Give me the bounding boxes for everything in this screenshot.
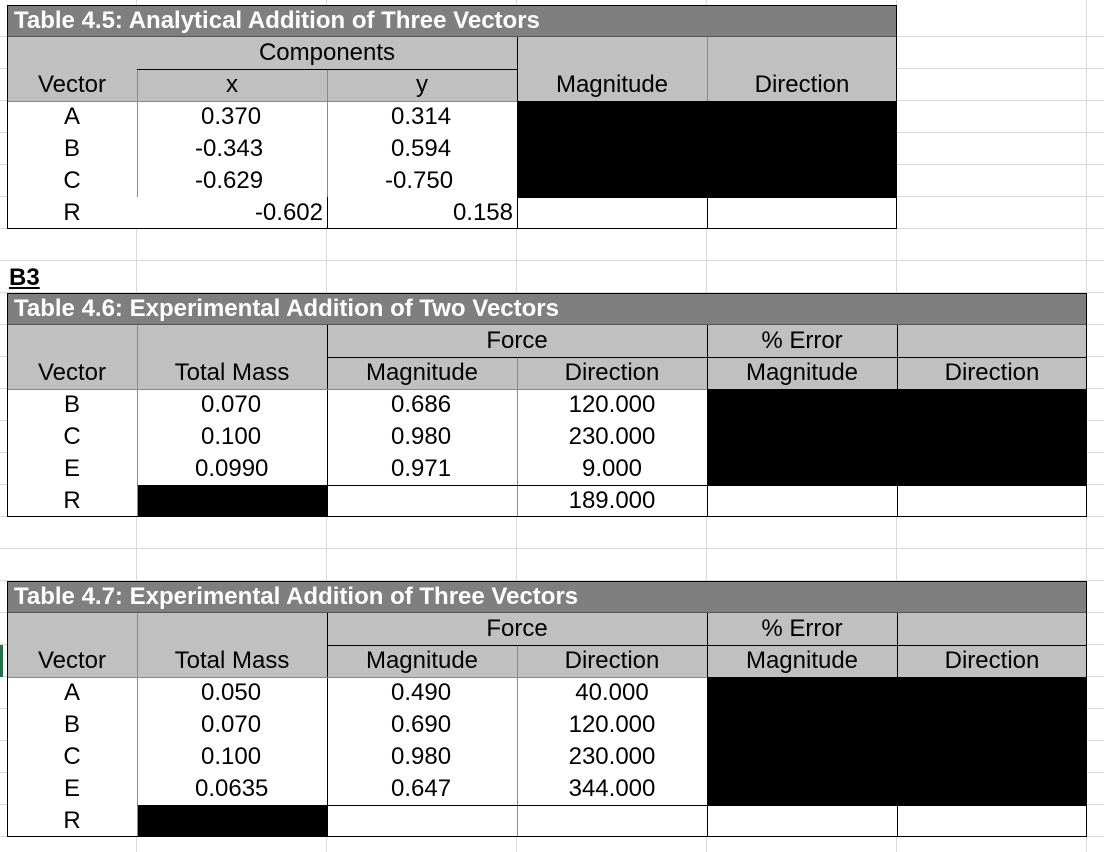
table-4-7-cell-vector[interactable]: R [7,805,137,837]
table-4-5-cell-x[interactable]: 0.370 [137,101,327,133]
table-4-6-cell-mass[interactable]: 0.0990 [137,453,327,485]
table-4-7-cell-magnitude-empty[interactable] [327,805,517,837]
table-4-7-redacted-block [707,677,1087,805]
col-header-force-magnitude[interactable]: Magnitude [365,647,479,674]
table-4-5-cell-x[interactable]: -0.343 [137,133,327,165]
table-4-6-cell-direction[interactable]: 120.000 [517,389,707,421]
table-4-7-title[interactable]: Table 4.7: Experimental Addition of Three Vectors [7,581,1087,613]
table-4-5-cell-y-resultant[interactable]: 0.158 [327,197,517,229]
col-header-error-direction[interactable]: Direction [944,359,1040,386]
table-4-6-cell-direction[interactable]: 9.000 [517,453,707,485]
col-header-total-mass[interactable]: Total Mass [174,647,290,674]
table-4-5-cell-x[interactable]: -0.629 [137,165,327,197]
table-4-7-cell-magnitude[interactable]: 0.980 [327,741,517,773]
table-4-7-cell-direction[interactable]: 40.000 [517,677,707,709]
col-header-error-magnitude[interactable]: Magnitude [745,359,859,386]
table-4-7-cell-vector[interactable]: A [7,677,137,709]
components-header[interactable]: Components [258,39,396,66]
table-4-7-cell-magnitude[interactable]: 0.490 [327,677,517,709]
col-header-y[interactable]: y [416,71,428,98]
table-4-6-cell-mass[interactable]: 0.070 [137,389,327,421]
table-4-7-cell-mass[interactable]: 0.100 [137,741,327,773]
col-header-magnitude[interactable]: Magnitude [555,71,669,98]
table-4-6-title[interactable]: Table 4.6: Experimental Addition of Two Vectors [7,293,1087,325]
table-4-6-cell-vector[interactable]: B [7,389,137,421]
col-header-total-mass[interactable]: Total Mass [174,359,290,386]
col-header-error-magnitude[interactable]: Magnitude [745,647,859,674]
col-header-direction[interactable]: Direction [754,71,850,98]
col-header-vector[interactable]: Vector [37,71,107,98]
error-header[interactable]: % Error [761,327,843,354]
table-4-6-redacted-block [707,389,1087,485]
col-header-force-direction[interactable]: Direction [564,359,660,386]
table-4-7-cell-magnitude[interactable]: 0.647 [327,773,517,805]
table-4-7-cell-mass[interactable]: 0.050 [137,677,327,709]
table-4-6-cell-magnitude[interactable]: 0.980 [327,421,517,453]
table-4-7-cell-direction[interactable]: 230.000 [517,741,707,773]
col-header-vector[interactable]: Vector [37,647,107,674]
table-4-5-redacted-block [517,101,897,197]
force-header[interactable]: Force [486,615,548,642]
table-4-5-cell-vector[interactable]: R [7,197,137,229]
table-4-7-redacted-mass-r [137,805,327,837]
table-4-6-cell-magnitude-empty[interactable] [327,485,517,517]
table-4-7-cell-magnitude[interactable]: 0.690 [327,709,517,741]
col-header-error-direction[interactable]: Direction [944,647,1040,674]
table-4-5-cell-vector[interactable]: B [7,133,137,165]
table-4-6-cell-direction[interactable]: 230.000 [517,421,707,453]
col-header-x[interactable]: x [226,71,238,98]
table-4-7-cell-error-direction-empty[interactable] [897,805,1087,837]
table-4-7-cell-vector[interactable]: E [7,773,137,805]
table-4-5-cell-y[interactable]: 0.314 [327,101,517,133]
table-4-5-cell-x-resultant[interactable]: -0.602 [137,197,327,229]
col-header-vector[interactable]: Vector [37,359,107,386]
col-header-force-direction[interactable]: Direction [564,647,660,674]
table-4-7-cell-vector[interactable]: C [7,741,137,773]
table-4-7-cell-direction[interactable]: 344.000 [517,773,707,805]
force-header[interactable]: Force [486,327,548,354]
table-4-5-cell-y[interactable]: 0.594 [327,133,517,165]
table-4-5-cell-direction-empty[interactable] [707,197,897,229]
table-4-7-cell-error-magnitude-empty[interactable] [707,805,897,837]
table-4-7-cell-mass[interactable]: 0.070 [137,709,327,741]
table-4-5-cell-y[interactable]: -0.750 [327,165,517,197]
table-4-6-redacted-mass-r [137,485,327,517]
cell-label-b3[interactable]: B3 [9,264,40,291]
table-4-6-cell-mass[interactable]: 0.100 [137,421,327,453]
col-header-force-magnitude[interactable]: Magnitude [365,359,479,386]
table-4-6-cell-vector[interactable]: R [7,485,137,517]
table-4-6-cell-magnitude[interactable]: 0.686 [327,389,517,421]
table-4-5-cell-vector[interactable]: A [7,101,137,133]
table-4-6-cell-error-direction-empty[interactable] [897,485,1087,517]
table-4-6-cell-vector[interactable]: C [7,421,137,453]
error-header[interactable]: % Error [761,615,843,642]
table-4-7-cell-direction-empty[interactable] [517,805,707,837]
table-4-7-cell-direction[interactable]: 120.000 [517,709,707,741]
table-4-7-cell-mass[interactable]: 0.0635 [137,773,327,805]
table-4-5-cell-vector[interactable]: C [7,165,137,197]
table-4-5-cell-magnitude-empty[interactable] [517,197,707,229]
row-selection-marker [0,645,3,677]
table-4-6-cell-direction[interactable]: 189.000 [517,485,707,517]
table-4-5-title[interactable]: Table 4.5: Analytical Addition of Three Vectors [7,5,897,37]
table-4-6-cell-magnitude[interactable]: 0.971 [327,453,517,485]
table-4-6-cell-error-magnitude-empty[interactable] [707,485,897,517]
table-4-6-cell-vector[interactable]: E [7,453,137,485]
table-4-7-cell-vector[interactable]: B [7,709,137,741]
